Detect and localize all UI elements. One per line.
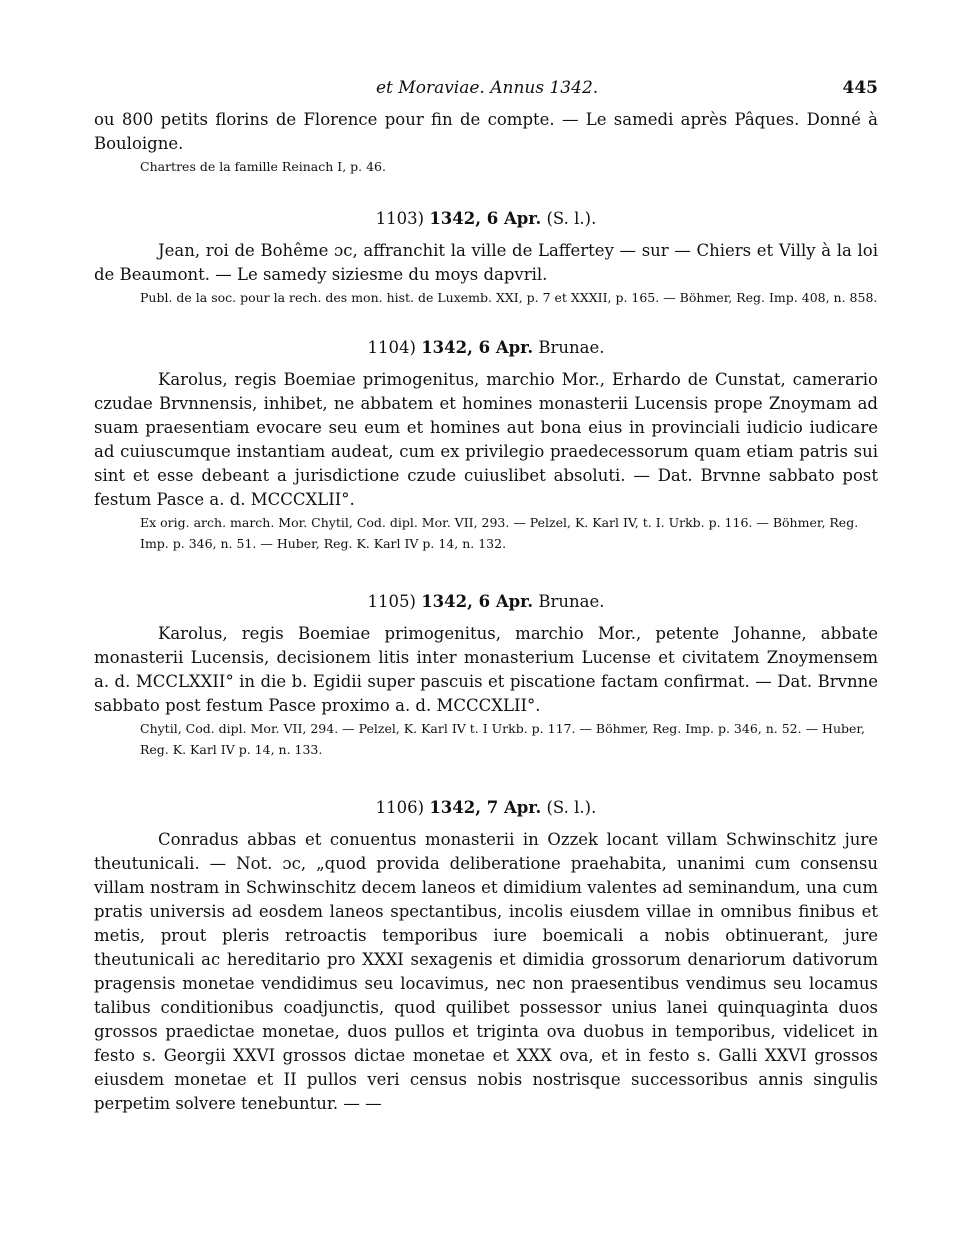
page-number: 445	[842, 78, 878, 98]
entry-heading	[94, 796, 878, 820]
entry-place: (S. l.).	[546, 798, 597, 817]
entry-number: 1105)	[367, 592, 416, 611]
entry-heading	[94, 336, 878, 360]
continuation-entry	[94, 108, 878, 177]
entry-text: Karolus, regis Boemiae primogenitus, marchio Mor., Erhardo de Cunstat, camerario czudae Brvnnensis, inhibet, ne abbatem et homines monasterii Lucensis prope Znoymam ad suam praesentiam evocare seu eum et homines aut bona eius in provinciali iudicio iudicare ad cuiuscumque instantiam audeat, cum ex privilegio praedecessorum quam etiam patris sui sint et esse debeant a jurisdictione czude cuiuslibet absoluti. — Dat. Brvnne sabbato post festum Pasce a. d. MCCCXLII°.	[94, 370, 878, 509]
entry-text: Jean, roi de Bohême ɔc, affranchit la ville de Laffertey — sur — Chiers et Villy à la loi de Beaumont. — Le samedy siziesme du moys dapvril.	[94, 241, 878, 284]
entry-1105	[94, 590, 878, 760]
entry-text: Karolus, regis Boemiae primogenitus, marchio Mor., petente Johanne, abbate monasterii Lucensis, decisionem litis inter monasterium Lucense et civitatem Znoymensem a. d. MCCLXXII° in die b. Egidii super pascuis et piscatione factam confirmat. — Dat. Brvnne sabbato post festum Pasce proximo a. d. MCCCXLII°.	[94, 624, 878, 715]
entry-heading	[94, 590, 878, 614]
entry-1104	[94, 336, 878, 554]
page-header	[94, 78, 878, 108]
entry-1103	[94, 207, 878, 308]
entry-date: 1342, 6 Apr.	[421, 338, 534, 357]
entry-number: 1103)	[375, 209, 425, 228]
entry-text: ou 800 petits florins de Florence pour fin de compte. — Le samedi après Pâques. Donné à Bouloigne.	[94, 110, 878, 153]
entry-source: Ex orig. arch. march. Mor. Chytil, Cod. dipl. Mor. VII, 293. — Pelzel, K. Karl IV, t. I. Urkb. p. 116. — Böhmer, Reg. Imp. p. 346, n. 51. — Huber, Reg. K. Karl IV p. 14, n. 132.	[140, 515, 859, 551]
entry-source: Chytil, Cod. dipl. Mor. VII, 294. — Pelzel, K. Karl IV t. I Urkb. p. 117. — Böhmer, Reg. Imp. p. 346, n. 52. — Huber, Reg. K. Karl IV p. 14, n. 133.	[140, 721, 865, 757]
entry-date: 1342, 6 Apr.	[429, 209, 542, 228]
entry-place: (S. l.).	[546, 209, 597, 228]
entry-number: 1104)	[367, 338, 416, 357]
entry-date: 1342, 6 Apr.	[421, 592, 534, 611]
entry-place: Brunae.	[538, 338, 605, 357]
entry-text: Conradus abbas et conuentus monasterii in Ozzek locant villam Schwinschitz jure theutunicali. — Not. ɔc, „quod provida deliberatione praehabita, unanimi cum consensu villam nostram in Schwinschitz decem laneos et dimidium valentes ad seminandum, una cum pratis universis ad eosdem laneos spectantibus, incolis eiusdem villae in omnibus finibus et metis, prout pleris retroactis temporibus iure boemicali a nobis obtinuerant, jure theutunicali ac hereditario pro XXXI sexagenis et dimidia grossorum denariorum dativorum pragensis monetae vendidimus seu locavimus, nec non praesentibus vendimus seu locamus talibus conditionibus coadjunctis, quod quilibet possessor unius lanei quinquaginta duos grossos praedictae monetae, duos pullos et triginta ova duobus in temporibus, videlicet in festo s. Georgii XXVI grossos dictae monetae et XXX ova, et in festo s. Galli XXVI grossos eiusdem monetae et II pullos veri census nobis nostrisque successoribus annis singulis perpetim solvere tenebuntur. — —	[94, 830, 878, 1113]
entry-source: Publ. de la soc. pour la rech. des mon. hist. de Luxemb. XXI, p. 7 et XXXII, p. 165. — Böhmer, Reg. Imp. 408, n. 858.	[140, 290, 878, 305]
entry-heading	[94, 207, 878, 231]
entry-number: 1106)	[375, 798, 425, 817]
entry-place: Brunae.	[538, 592, 605, 611]
entry-source: Chartres de la famille Reinach I, p. 46.	[140, 159, 386, 174]
running-title: et Moraviae. Annus 1342.	[376, 78, 599, 98]
entry-date: 1342, 7 Apr.	[429, 798, 542, 817]
entry-1106	[94, 796, 878, 1116]
